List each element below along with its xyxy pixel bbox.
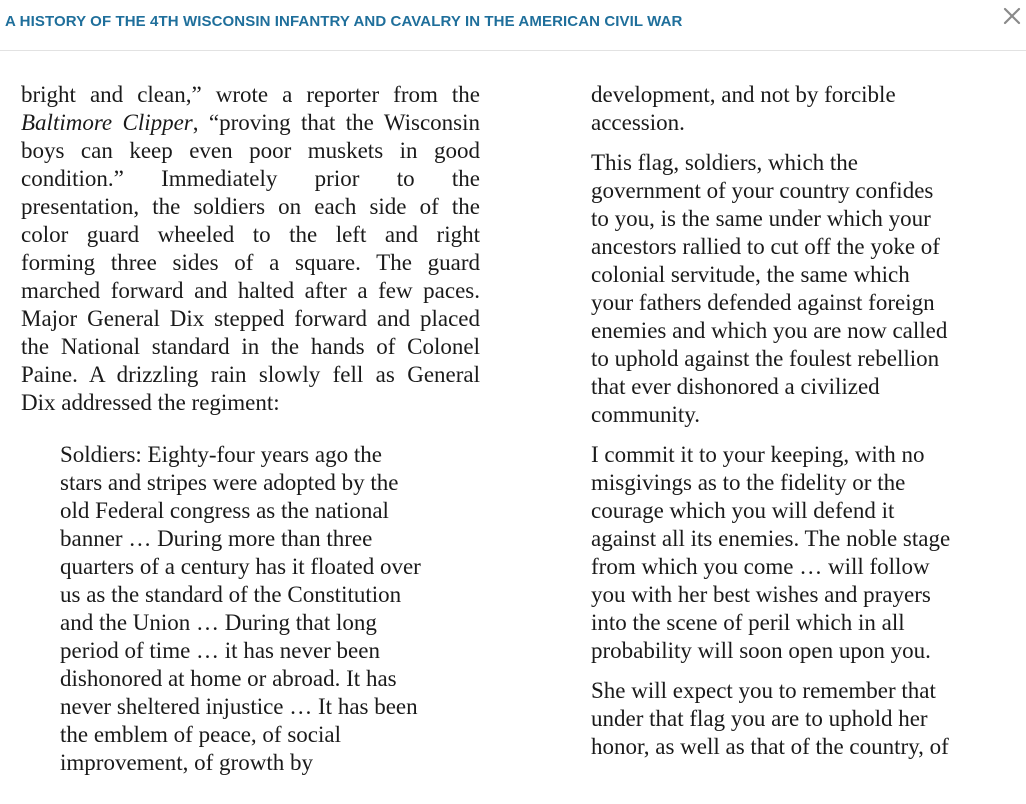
- quote-line: stars and stripes were adopted by the: [60, 470, 399, 495]
- newspaper-title: Baltimore Clipper: [21, 110, 193, 135]
- close-icon: [1000, 4, 1024, 28]
- text-line: forming three sides of a square. The guard: [21, 250, 480, 275]
- text-line: Paine. A drizzling rain slowly fell as General: [21, 362, 480, 387]
- quote-line: misgivings as to the fidelity or the: [591, 470, 906, 495]
- close-button[interactable]: [1000, 4, 1024, 28]
- quote-line: under that flag you are to uphold her: [591, 706, 928, 731]
- quote-line: accession.: [591, 110, 685, 135]
- text-line: Major General Dix stepped forward and placed: [21, 306, 480, 331]
- quote-line: honor, as well as that of the country, of: [591, 734, 949, 759]
- quote-paragraph-4: [591, 677, 991, 761]
- quote-line: old Federal congress as the national: [60, 498, 389, 523]
- text-line: boys can keep even poor muskets in good: [21, 138, 480, 163]
- quote-line: government of your country confides: [591, 178, 934, 203]
- text-line: marched forward and halted after a few paces.: [21, 278, 480, 303]
- quote-line: that ever dishonored a civilized: [591, 374, 880, 399]
- quote-line: you with her best wishes and prayers: [591, 582, 931, 607]
- quote-line: against all its enemies. The noble stage: [591, 526, 951, 551]
- quote-line: development, and not by forcible: [591, 82, 896, 107]
- text-fragment: , “proving that the Wisconsin: [192, 110, 480, 135]
- quote-line: She will expect you to remember that: [591, 678, 936, 703]
- quote-line: enemies and which you are now called: [591, 318, 948, 343]
- quote-line: courage which you will defend it: [591, 498, 895, 523]
- quote-paragraph-2: [591, 149, 991, 429]
- quote-line: to uphold against the foulest rebellion: [591, 346, 940, 371]
- quote-line: and the Union … During that long: [60, 610, 377, 635]
- text-line: color guard wheeled to the left and right: [21, 222, 480, 247]
- quote-line: your fathers defended against foreign: [591, 290, 935, 315]
- quote-paragraph-1: [591, 81, 991, 137]
- quote-line: into the scene of peril which in all: [591, 610, 905, 635]
- text-line: [21, 109, 480, 137]
- quote-line: I commit it to your keeping, with no: [591, 442, 925, 467]
- quote-line: probability will soon open upon you.: [591, 638, 931, 663]
- quote-line: Soldiers: Eighty-four years ago the: [60, 442, 382, 467]
- quote-line: period of time … it has never been: [60, 638, 380, 663]
- quote-line: This flag, soldiers, which the: [591, 150, 859, 175]
- text-line: bright and clean,” wrote a reporter from the: [21, 82, 480, 107]
- narrative-paragraph: [21, 81, 480, 417]
- text-line: presentation, the soldiers on each side of the: [21, 194, 480, 219]
- quote-line: from which you come … will follow: [591, 554, 930, 579]
- text-line: Dix addressed the regiment:: [21, 390, 280, 415]
- quote-line: community.: [591, 402, 701, 427]
- quote-line: to you, is the same under which your: [591, 206, 931, 231]
- quote-line: us as the standard of the Constitution: [60, 582, 402, 607]
- quote-line: banner … During more than three: [60, 526, 373, 551]
- quote-line: ancestors rallied to cut off the yoke of: [591, 234, 940, 259]
- quote-line: dishonored at home or abroad. It has: [60, 666, 397, 691]
- quote-line: never sheltered injustice … It has been: [60, 694, 418, 719]
- quote-line: colonial servitude, the same which: [591, 262, 910, 287]
- speech-quote-block: [60, 441, 480, 777]
- quote-line: quarters of a century has it floated over: [60, 554, 421, 579]
- text-line: the National standard in the hands of Colonel: [21, 334, 480, 359]
- quote-line: improvement, of growth by: [60, 750, 313, 775]
- quote-line: the emblem of peace, of social: [60, 722, 341, 747]
- top-bar: [0, 0, 1026, 51]
- book-title: A HISTORY OF THE 4TH WISCONSIN INFANTRY AND CAVALRY IN THE AMERICAN CIVIL WAR: [5, 13, 683, 30]
- quote-paragraph-3: [591, 441, 991, 665]
- text-line: condition.” Immediately prior to the: [21, 166, 480, 191]
